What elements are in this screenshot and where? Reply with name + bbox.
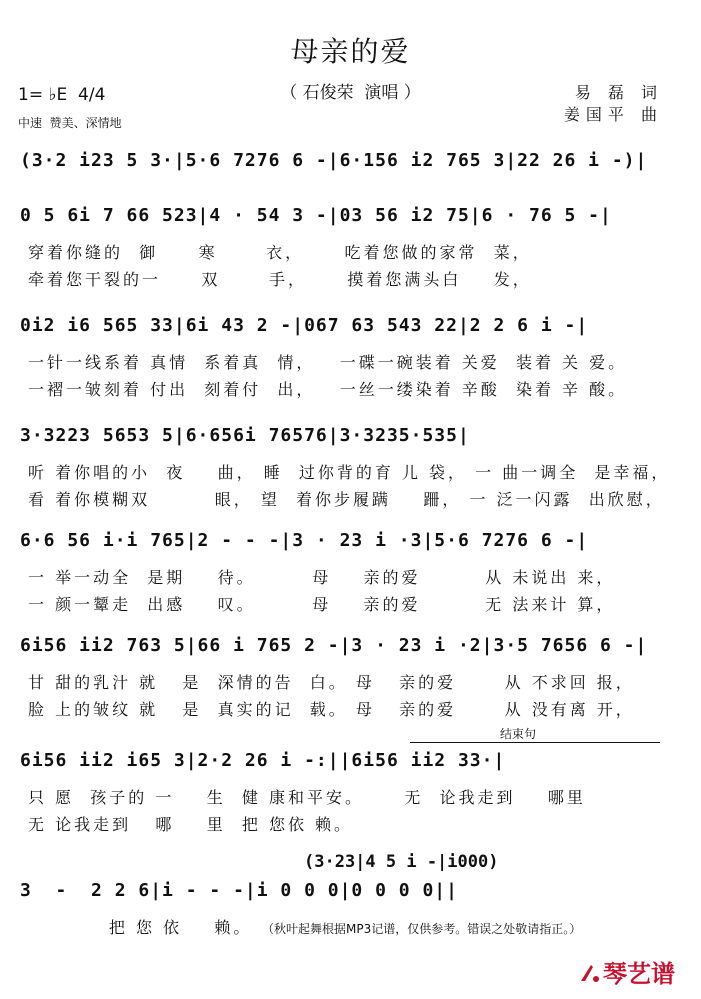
lyrics-verse-2: 牵着您干裂的一 双 手， 摸着您满头白 发， xyxy=(28,270,532,289)
ending-bracket xyxy=(410,742,660,743)
lyrics-verse-2: 一褶一皱刻着 付出 刻着付 出， 一丝一缕染着 辛酸 染着 辛 酸。 xyxy=(28,380,628,399)
tempo-marking: 中速 赞美、深情地 xyxy=(18,116,122,130)
ending-label: 结束句 xyxy=(500,727,537,741)
key-signature: 1= ♭E 4/4 xyxy=(18,85,106,105)
lyrics-verse-2: 一 颜一颦走 出感 叹。 母 亲的爱 无 法来计 算， xyxy=(28,595,616,614)
score-line-notes: 6·6 56 i·i 765|2 - - -|3 · 23 i ·3|5·6 7276 6 -| xyxy=(20,530,589,551)
score-line-notes: 6i56 ii2 i65 3|2·2 26 i -:||6i56 ii2 33·| xyxy=(20,750,506,771)
singer: （ 石俊荣 演唱 ） xyxy=(280,83,421,103)
lyrics-verse-2: 脸 上的皱纹 就 是 真实的记 载。 母 亲的爱 从 没有离 开， xyxy=(28,700,635,719)
lyrics-verse-1: 甘 甜的乳汁 就 是 深情的告 白。 母 亲的爱 从 不求回 报， xyxy=(28,673,635,692)
footnote: （秋叶起舞根据MP3记谱，仅供参考。错误之处敬请指正。） xyxy=(262,922,582,936)
score-line-notes: (3·2 i23 5 3·|5·6 7276 6 -|6·156 i2 765 3|22 26 i -)| xyxy=(20,150,648,171)
lyrics-verse-1: 一 举一动全 是期 待。 母 亲的爱 从 未说出 来， xyxy=(28,568,616,587)
lyrics-verse-2: 看 着你模糊双 眼， 望 着你步履蹒 跚， 一 泛一闪露 出欣慰， xyxy=(28,490,665,509)
composer: 姜国平 曲 xyxy=(563,105,663,124)
ending-tail: (3·23|4 5 i -|i000) xyxy=(304,852,499,872)
score-line-notes: 3·3223 5653 5|6·656i 76576|3·3235·535| xyxy=(20,425,470,446)
score-line-notes: 0i2 i6 565 33|6i 43 2 -|067 63 543 22|2 2 6 i -| xyxy=(20,315,589,336)
lyrics-verse-1: 把 您 依 赖。 xyxy=(28,918,253,937)
score-line-notes: 0 5 6i 7 66 523|4 · 54 3 -|03 56 i2 75|6 · 76 5 -| xyxy=(20,205,612,226)
page-title: 母亲的爱 xyxy=(290,35,411,68)
lyricist: 易 磊 词 xyxy=(574,83,663,102)
lyrics-verse-1: 穿着你缝的 御 寒 衣， 吃着您做的家常 菜， xyxy=(28,243,532,262)
lyrics-verse-1: 一针一线系着 真情 系着真 情， 一碟一碗装着 关爱 装着 关 爱。 xyxy=(28,353,628,372)
lyrics-verse-1: 只 愿 孩子的 一 生 健 康和平安。 无 论我走到 哪里 xyxy=(28,788,586,807)
score-line-notes: 3 - 2 2 6|i - - -|i 0 0 0|0 0 0 0|| xyxy=(20,880,458,901)
score-line-notes: 6i56 ii2 763 5|66 i 765 2 -|3 · 23 i ·2|3·5 7656 6 -| xyxy=(20,635,648,656)
brand-logo: 琴艺谱 xyxy=(603,960,675,988)
lyrics-verse-1: 听 着你唱的小 夜 曲， 睡 过你背的育 儿 袋， 一 曲一调全 是幸福， xyxy=(28,463,671,482)
music-note-icon xyxy=(579,961,603,985)
lyrics-verse-2: 无 论我走到 哪 里 把 您依 赖。 xyxy=(28,815,354,834)
